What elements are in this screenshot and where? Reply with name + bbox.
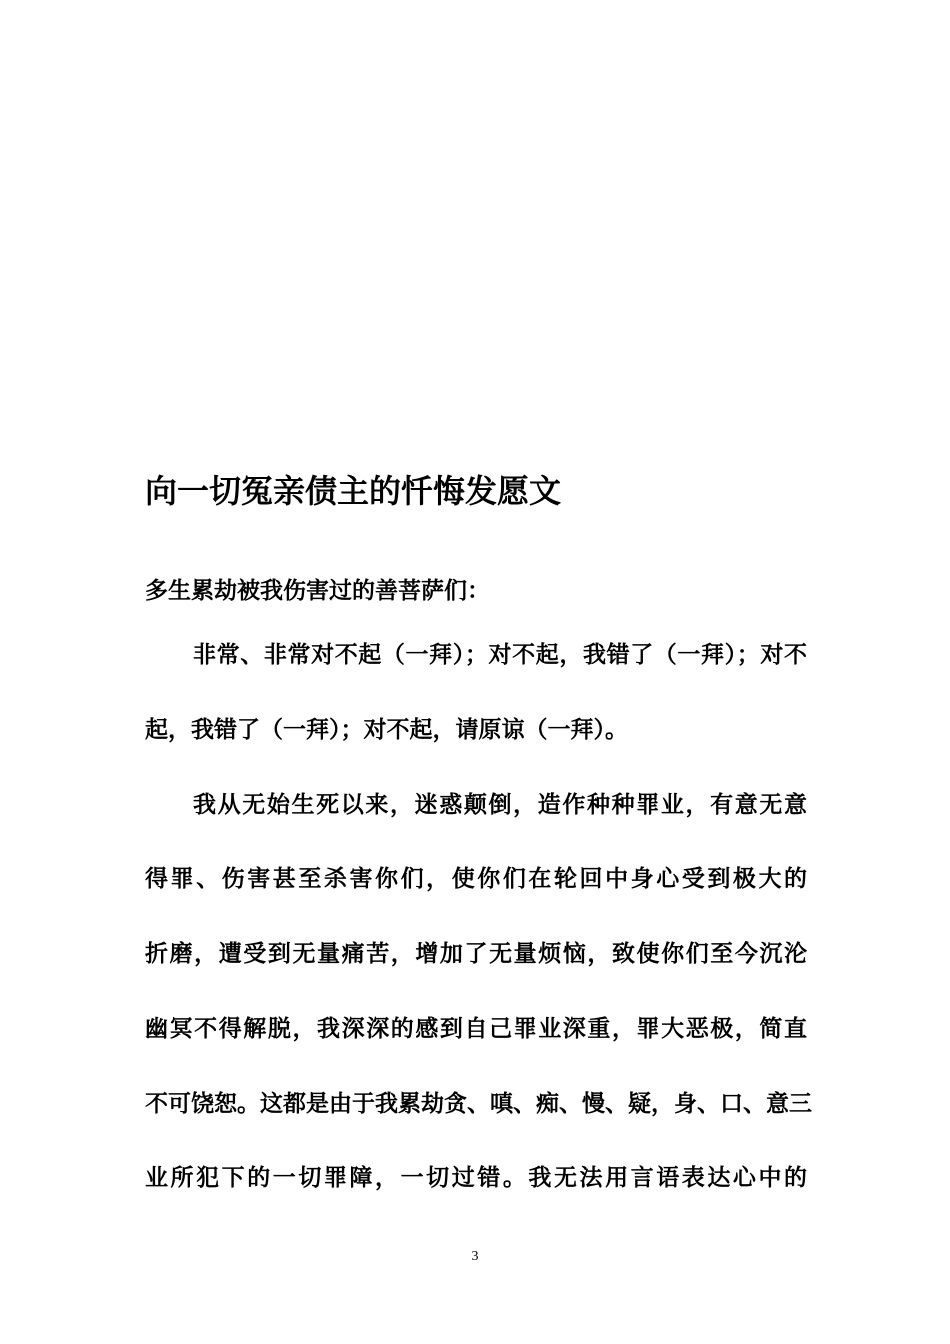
paragraph-line: 业所犯下的一切罪障，一切过错。我无法用言语表达心中的 [145,1164,807,1191]
paragraph-line: 幽冥不得解脱，我深深的感到自己罪业深重，罪大恶极，简直 [145,1015,807,1042]
paragraph-line: 不可饶恕。这都是由于我累劫贪、嗔、痴、慢、疑，身、口、意三 [145,1090,812,1117]
paragraph-line: 折磨，遭受到无量痛苦，增加了无量烦恼，致使你们至今沉沦 [145,940,807,967]
paragraph-line: 我从无始生死以来，迷惑颠倒，造作种种罪业，有意无意 [193,791,807,818]
paragraph-line: 非常、非常对不起（一拜）；对不起，我错了（一拜）；对不 [193,641,807,668]
page-number: 3 [471,1249,479,1264]
salutation: 多生累劫被我伤害过的善菩萨们： [145,577,490,604]
paragraph-line: 得罪、伤害甚至杀害你们，使你们在轮回中身心受到极大的 [145,865,807,892]
paragraph-line: 起，我错了（一拜）；对不起，请原谅（一拜）。 [145,716,628,743]
document-title: 向一切冤亲债主的忏悔发愿文 [145,472,562,510]
